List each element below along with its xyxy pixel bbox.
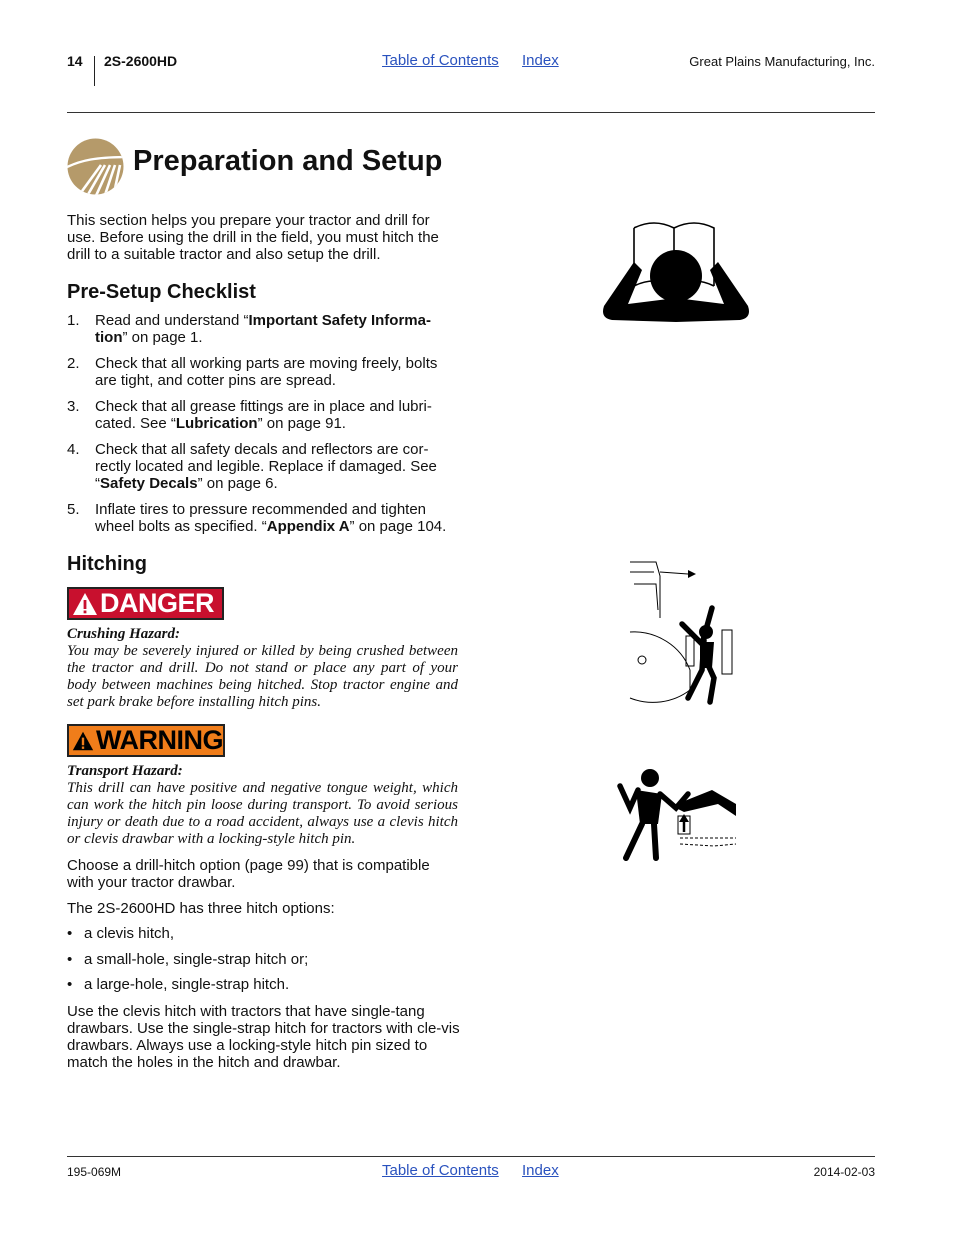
checklist: [67, 312, 462, 544]
checklist-item: 2. Check that all working parts are moving freely, bolts are tight, and cotter pins are spread.: [67, 355, 438, 389]
read-manual-illustration: [598, 214, 754, 326]
list-item: • a clevis hitch,: [67, 925, 175, 942]
footer-index-link[interactable]: Index: [522, 1162, 559, 1179]
model-name: 2S-2600HD: [104, 53, 178, 69]
list-item: • a small-hole, single-strap hitch or;: [67, 950, 309, 968]
header-index-link[interactable]: Index: [522, 52, 559, 69]
transport-hazard-illustration: [614, 768, 738, 862]
crushing-hazard-illustration: [628, 560, 738, 705]
company-name: Great Plains Manufacturing, Inc.: [689, 54, 875, 69]
publication-date: 2014-02-03: [813, 1165, 875, 1179]
danger-alert-icon: [72, 591, 98, 617]
checklist-item: 4. Check that all safety decals and reflectors are cor-rectly located and legible. Replace if damaged. See “Safety Decals” on page 6.: [67, 441, 437, 492]
hitching-heading: Hitching: [67, 553, 147, 575]
hitch-options-intro: The 2S-2600HD has three hitch options:: [67, 900, 335, 917]
warning-signal-word: WARNING: [67, 724, 225, 757]
checklist-heading: Pre-Setup Checklist: [67, 281, 256, 303]
footer-rule: [67, 1156, 875, 1157]
hitch-usage-paragraph: Use the clevis hitch with tractors that have single-tang drawbars. Use the single-strap hitch for tractors with cle-vis drawbars. Always use a locking-style hitch pin sized to match the holes in the hitch and drawbar.: [67, 1003, 460, 1071]
header-toc-link[interactable]: Table of Contents: [382, 52, 499, 69]
hitch-options-list: [67, 925, 308, 1002]
document-number: 195-069M: [67, 1165, 122, 1179]
checklist-item: 5. Inflate tires to pressure recommended and tighten wheel bolts as specified. “Appendix A” on page 104.: [67, 501, 447, 535]
page-number: 14: [67, 53, 83, 69]
header-rule: [67, 112, 875, 113]
transport-hazard-text: Transport Hazard: This drill can have positive and negative tongue weight, which can work the hitch pin loose during transport. To avoid serious injury or death due to a road accident, always use a clevis hitch or clevis drawbar with a locking-style hitch pin.: [67, 763, 458, 847]
checklist-item: 1. Read and understand “Important Safety Informa-tion” on page 1.: [67, 312, 431, 346]
list-item: • a large-hole, single-strap hitch.: [67, 976, 290, 993]
choose-hitch-paragraph: Choose a drill-hitch option (page 99) that is compatible with your tractor drawbar.: [67, 857, 430, 891]
crushing-hazard-text: Crushing Hazard: You may be severely injured or killed by being crushed between the tractor and drill. Do not stand or place any part of your body between machines being hitched. Stop tractor engine and set park brake before installing hitch pins.: [67, 626, 458, 710]
warning-alert-icon: [72, 728, 94, 754]
checklist-item: 3. Check that all grease fittings are in place and lubri-cated. See “Lubrication” on page 91.: [67, 398, 432, 432]
header-divider: [94, 56, 95, 86]
intro-paragraph: This section helps you prepare your tractor and drill for use. Before using the drill in the field, you must hitch the drill to a suitable tractor and also setup the drill.: [67, 212, 439, 263]
danger-signal-word: DANGER: [67, 587, 224, 620]
page-title: Preparation and Setup: [133, 145, 443, 177]
section-logo-icon: [67, 138, 124, 195]
footer-toc-link[interactable]: Table of Contents: [382, 1162, 499, 1179]
